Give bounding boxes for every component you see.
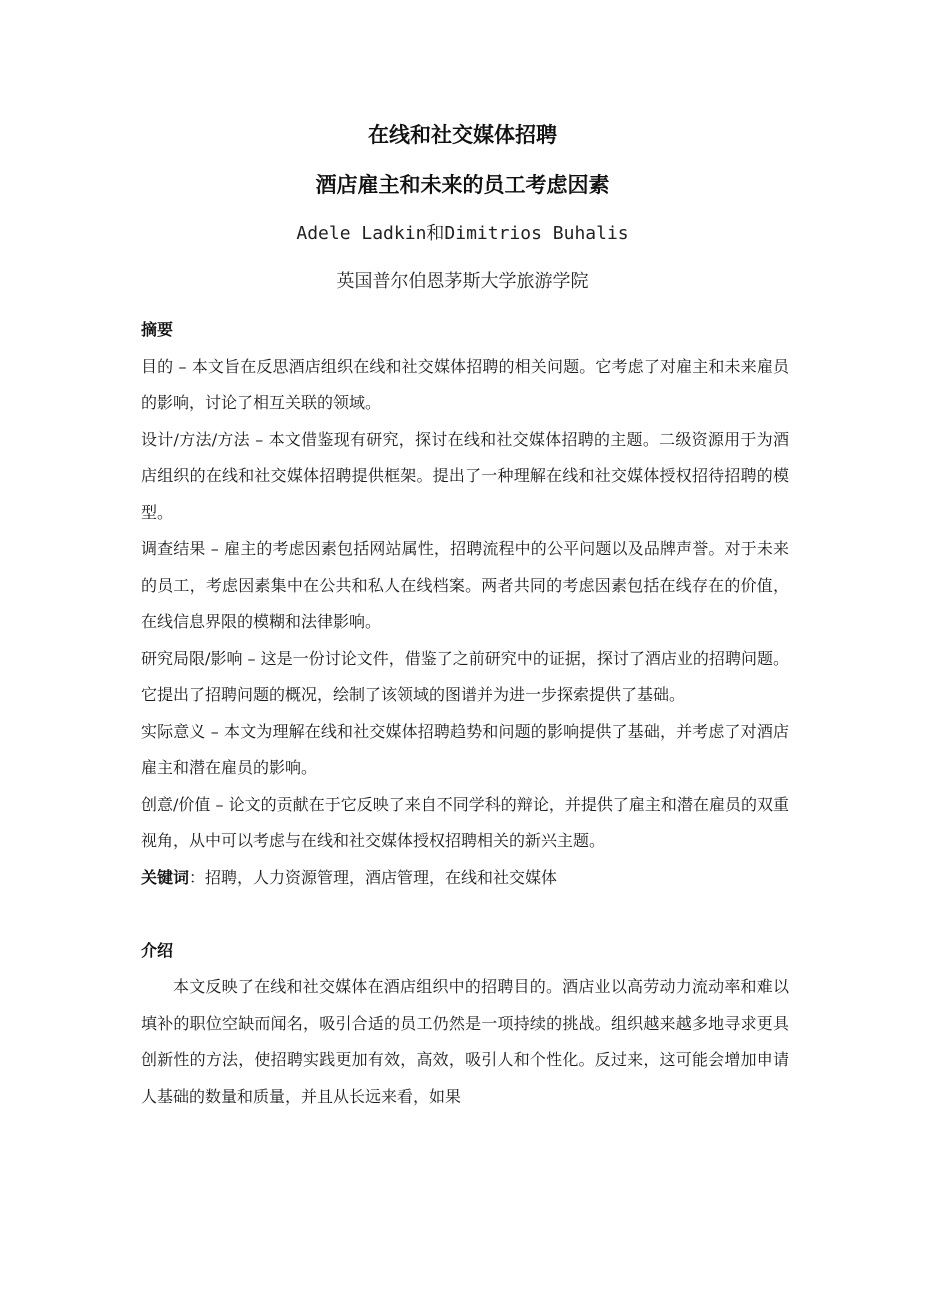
abstract-design-text: 本文借鉴现有研究，探讨在线和社交媒体招聘的主题。二级资源用于为酒店组织的在线和社交媒体招聘提供框架。提出了一种理解在线和社交媒体授权招待招聘的模型。 [141, 429, 789, 522]
author-2: Dimitrios Buhalis [444, 223, 629, 244]
abstract-value-label: 创意/价值 – [141, 794, 229, 814]
paper-body [141, 312, 789, 1115]
paper-title-line-2: 酒店雇主和未来的员工考虑因素 [315, 173, 610, 197]
abstract-limitations [141, 641, 789, 714]
abstract-findings-label: 调查结果 – [141, 539, 225, 558]
abstract-design-label: 设计/方法/方法 – [141, 429, 269, 449]
authors-line [0, 221, 925, 247]
abstract-purpose [141, 349, 789, 422]
keywords-colon: ： [189, 867, 206, 887]
author-conjunction: 和 [426, 223, 445, 244]
abstract-design [141, 422, 789, 532]
affiliation: 英国普尔伯恩茅斯大学旅游学院 [336, 271, 589, 292]
abstract-value-text: 论文的贡献在于它反映了来自不同学科的辩论，并提供了雇主和潜在雇员的双重视角，从中可以考虑与在线和社交媒体授权招聘相关的新兴主题。 [141, 794, 789, 850]
author-1: Adele Ladkin [296, 223, 427, 244]
abstract-implications-label: 实际意义 – [141, 721, 225, 741]
abstract-implications-text: 本文为理解在线和社交媒体招聘趋势和问题的影响提供了基础，并考虑了对酒店雇主和潜在雇员的影响。 [141, 721, 789, 777]
abstract-purpose-text: 本文旨在反思酒店组织在线和社交媒体招聘的相关问题。它考虑了对雇主和未来雇员的影响，讨论了相互关联的领域。 [141, 356, 789, 412]
abstract-limitations-text: 这是一份讨论文件，借鉴了之前研究中的证据，探讨了酒店业的招聘问题。它提出了招聘问题的概况，绘制了该领域的图谱并为进一步探索提供了基础。 [141, 648, 789, 704]
paper-title-line-1: 在线和社交媒体招聘 [368, 123, 557, 147]
keywords-line [141, 860, 789, 897]
keywords-text: 招聘，人力资源管理，酒店管理，在线和社交媒体 [205, 867, 558, 887]
abstract-heading: 摘要 [141, 320, 174, 339]
keywords-label: 关键词 [141, 867, 190, 887]
intro-paragraph: 本文反映了在线和社交媒体在酒店组织中的招聘目的。酒店业以高劳动力流动率和难以填补的职位空缺而闻名，吸引合适的员工仍然是一项持续的挑战。组织越来越多地寻求更具创新性的方法，使招聘实践更加有效，高效，吸引人和个性化。反过来，这可能会增加申请人基础的数量和质量，并且从长远来看，如果 [141, 977, 789, 1106]
intro-heading: 介绍 [141, 940, 174, 960]
abstract-findings [141, 531, 789, 641]
abstract-purpose-label: 目的 – [141, 356, 192, 376]
abstract-limitations-label: 研究局限/影响 – [141, 648, 261, 668]
abstract-findings-text: 雇主的考虑因素包括网站属性，招聘流程中的公平问题以及品牌声誉。对于未来的员工，考虑因素集中在公共和私人在线档案。两者共同的考虑因素包括在线存在的价值，在线信息界限的模糊和法律影响。 [141, 539, 789, 631]
abstract-implications [141, 714, 789, 787]
section-spacer [141, 896, 789, 933]
abstract-value [141, 787, 789, 860]
